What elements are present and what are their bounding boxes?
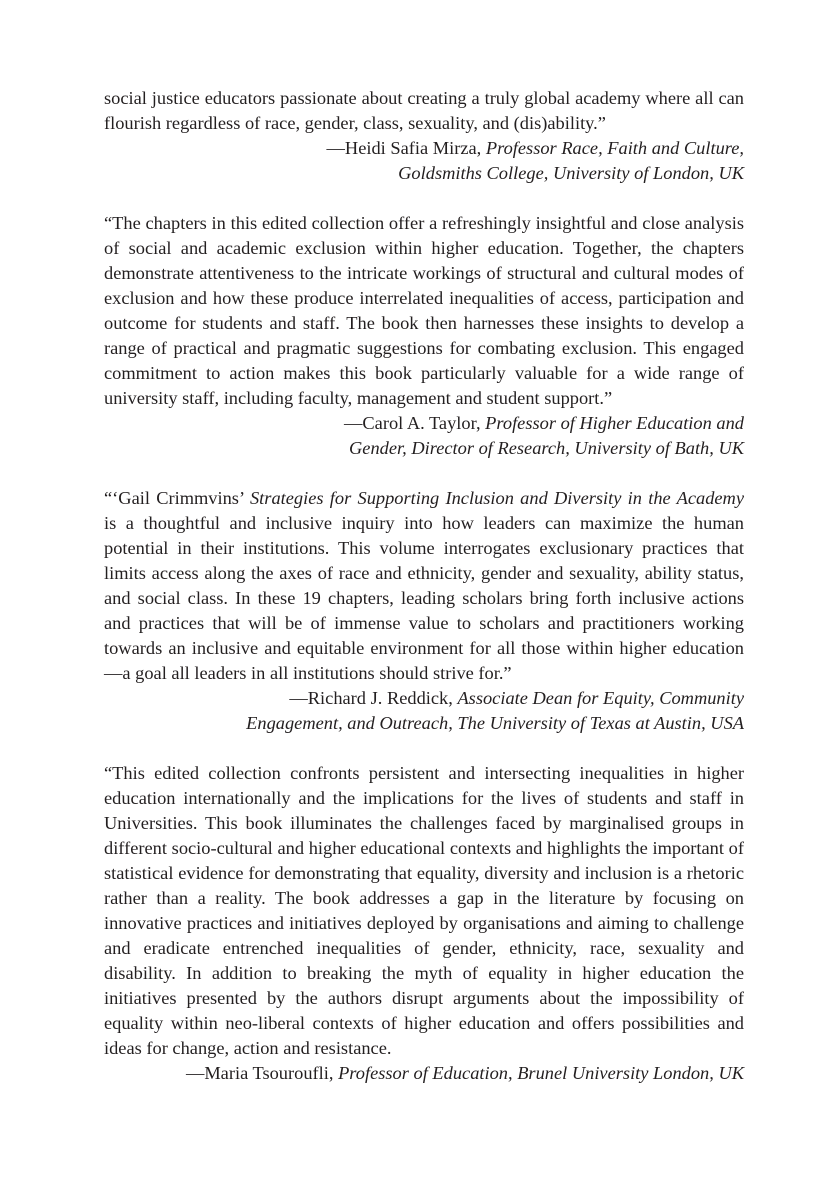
endorsements-page: [104, 86, 744, 1086]
endorser-affiliation: Goldsmiths College, University of London, UK: [398, 163, 744, 183]
endorsement-attribution: [104, 411, 744, 436]
spacer: [104, 186, 744, 211]
endorser-affiliation: Engagement, and Outreach, The University of Texas at Austin, USA: [246, 713, 744, 733]
endorsement-quote: “The chapters in this edited collection offer a refreshingly insightful and close analysis of social and academic exclusion within higher education. Together, the chapters demonstrate attentiveness to the intricate workings of structural and cultural modes of exclusion and how these produce interrelated inequalities of access, participation and outcome for students and staff. The book then harnesses these insights to develop a range of practical and pragmatic suggestions for combating exclusion. This engaged commitment to action makes this book particularly valuable for a wide range of university staff, including faculty, management and student support.”: [104, 213, 744, 408]
endorser-name: —Maria Tsouroufli,: [185, 1063, 339, 1083]
quote-body: is a thoughtful and inclusive inquiry into how leaders can maximize the human potential in their institutions. This volume interrogates exclusionary practices that limits access along the axes of race and ethnicity, gender and sexuality, ability status, and social class. In these 19 chapters, leading scholars bring forth inclusive actions and practices that will be of immense value to scholars and practitioners working towards an inclusive and equitable environment for all those within higher education—a goal all leaders in all institutions should strive for.”: [104, 513, 744, 683]
endorser-name: —Richard J. Reddick,: [289, 688, 458, 708]
endorser-title: Professor Race, Faith and Culture,: [485, 138, 744, 158]
endorsement-quote: social justice educators passionate about creating a truly global academy where all can flourish regardless of race, gender, class, sexuality, and (dis)ability.”: [104, 88, 744, 133]
endorser-name: —Heidi Safia Mirza,: [326, 138, 486, 158]
endorsement-attribution-continued: [104, 711, 744, 736]
quote-prefix: “‘Gail Crimmvins’: [104, 488, 250, 508]
spacer: [104, 736, 744, 761]
endorser-name: —Carol A. Taylor,: [344, 413, 486, 433]
endorsement-quote: “This edited collection confronts persistent and intersecting inequalities in higher education internationally and the implications for the lives of students and staff in Universities. This book illuminates the challenges faced by marginalised groups in different socio-cultural and higher educational contexts and highlights the important of statistical evidence for demonstrating that equality, diversity and inclusion is a rhetoric rather than a reality. The book addresses a gap in the literature by focusing on innovative practices and initiatives deployed by organisations and aiming to challenge and eradicate entrenched inequalities of gender, ethnicity, race, sexuality and disability. In addition to breaking the myth of equality in higher education the initiatives presented by the authors disrupt arguments about the impossibility of equality within neo-liberal contexts of higher education and offers possibilities and ideas for change, action and resistance.: [104, 763, 744, 1058]
endorsement-attribution-continued: [104, 161, 744, 186]
endorser-title: Professor of Education, Brunel University London, UK: [338, 1063, 744, 1083]
endorser-title: Associate Dean for Equity, Community: [457, 688, 744, 708]
book-title: Strategies for Supporting Inclusion and Diversity in the Academy: [249, 488, 744, 508]
spacer: [104, 461, 744, 486]
endorser-affiliation: Gender, Director of Research, University of Bath, UK: [349, 438, 744, 458]
endorsement-attribution: [104, 1061, 744, 1086]
endorsement-quote: [104, 486, 744, 686]
endorsement-attribution-continued: [104, 436, 744, 461]
endorsement-attribution: [104, 686, 744, 711]
endorsement-attribution: [104, 136, 744, 161]
endorser-title: Professor of Higher Education and: [485, 413, 744, 433]
